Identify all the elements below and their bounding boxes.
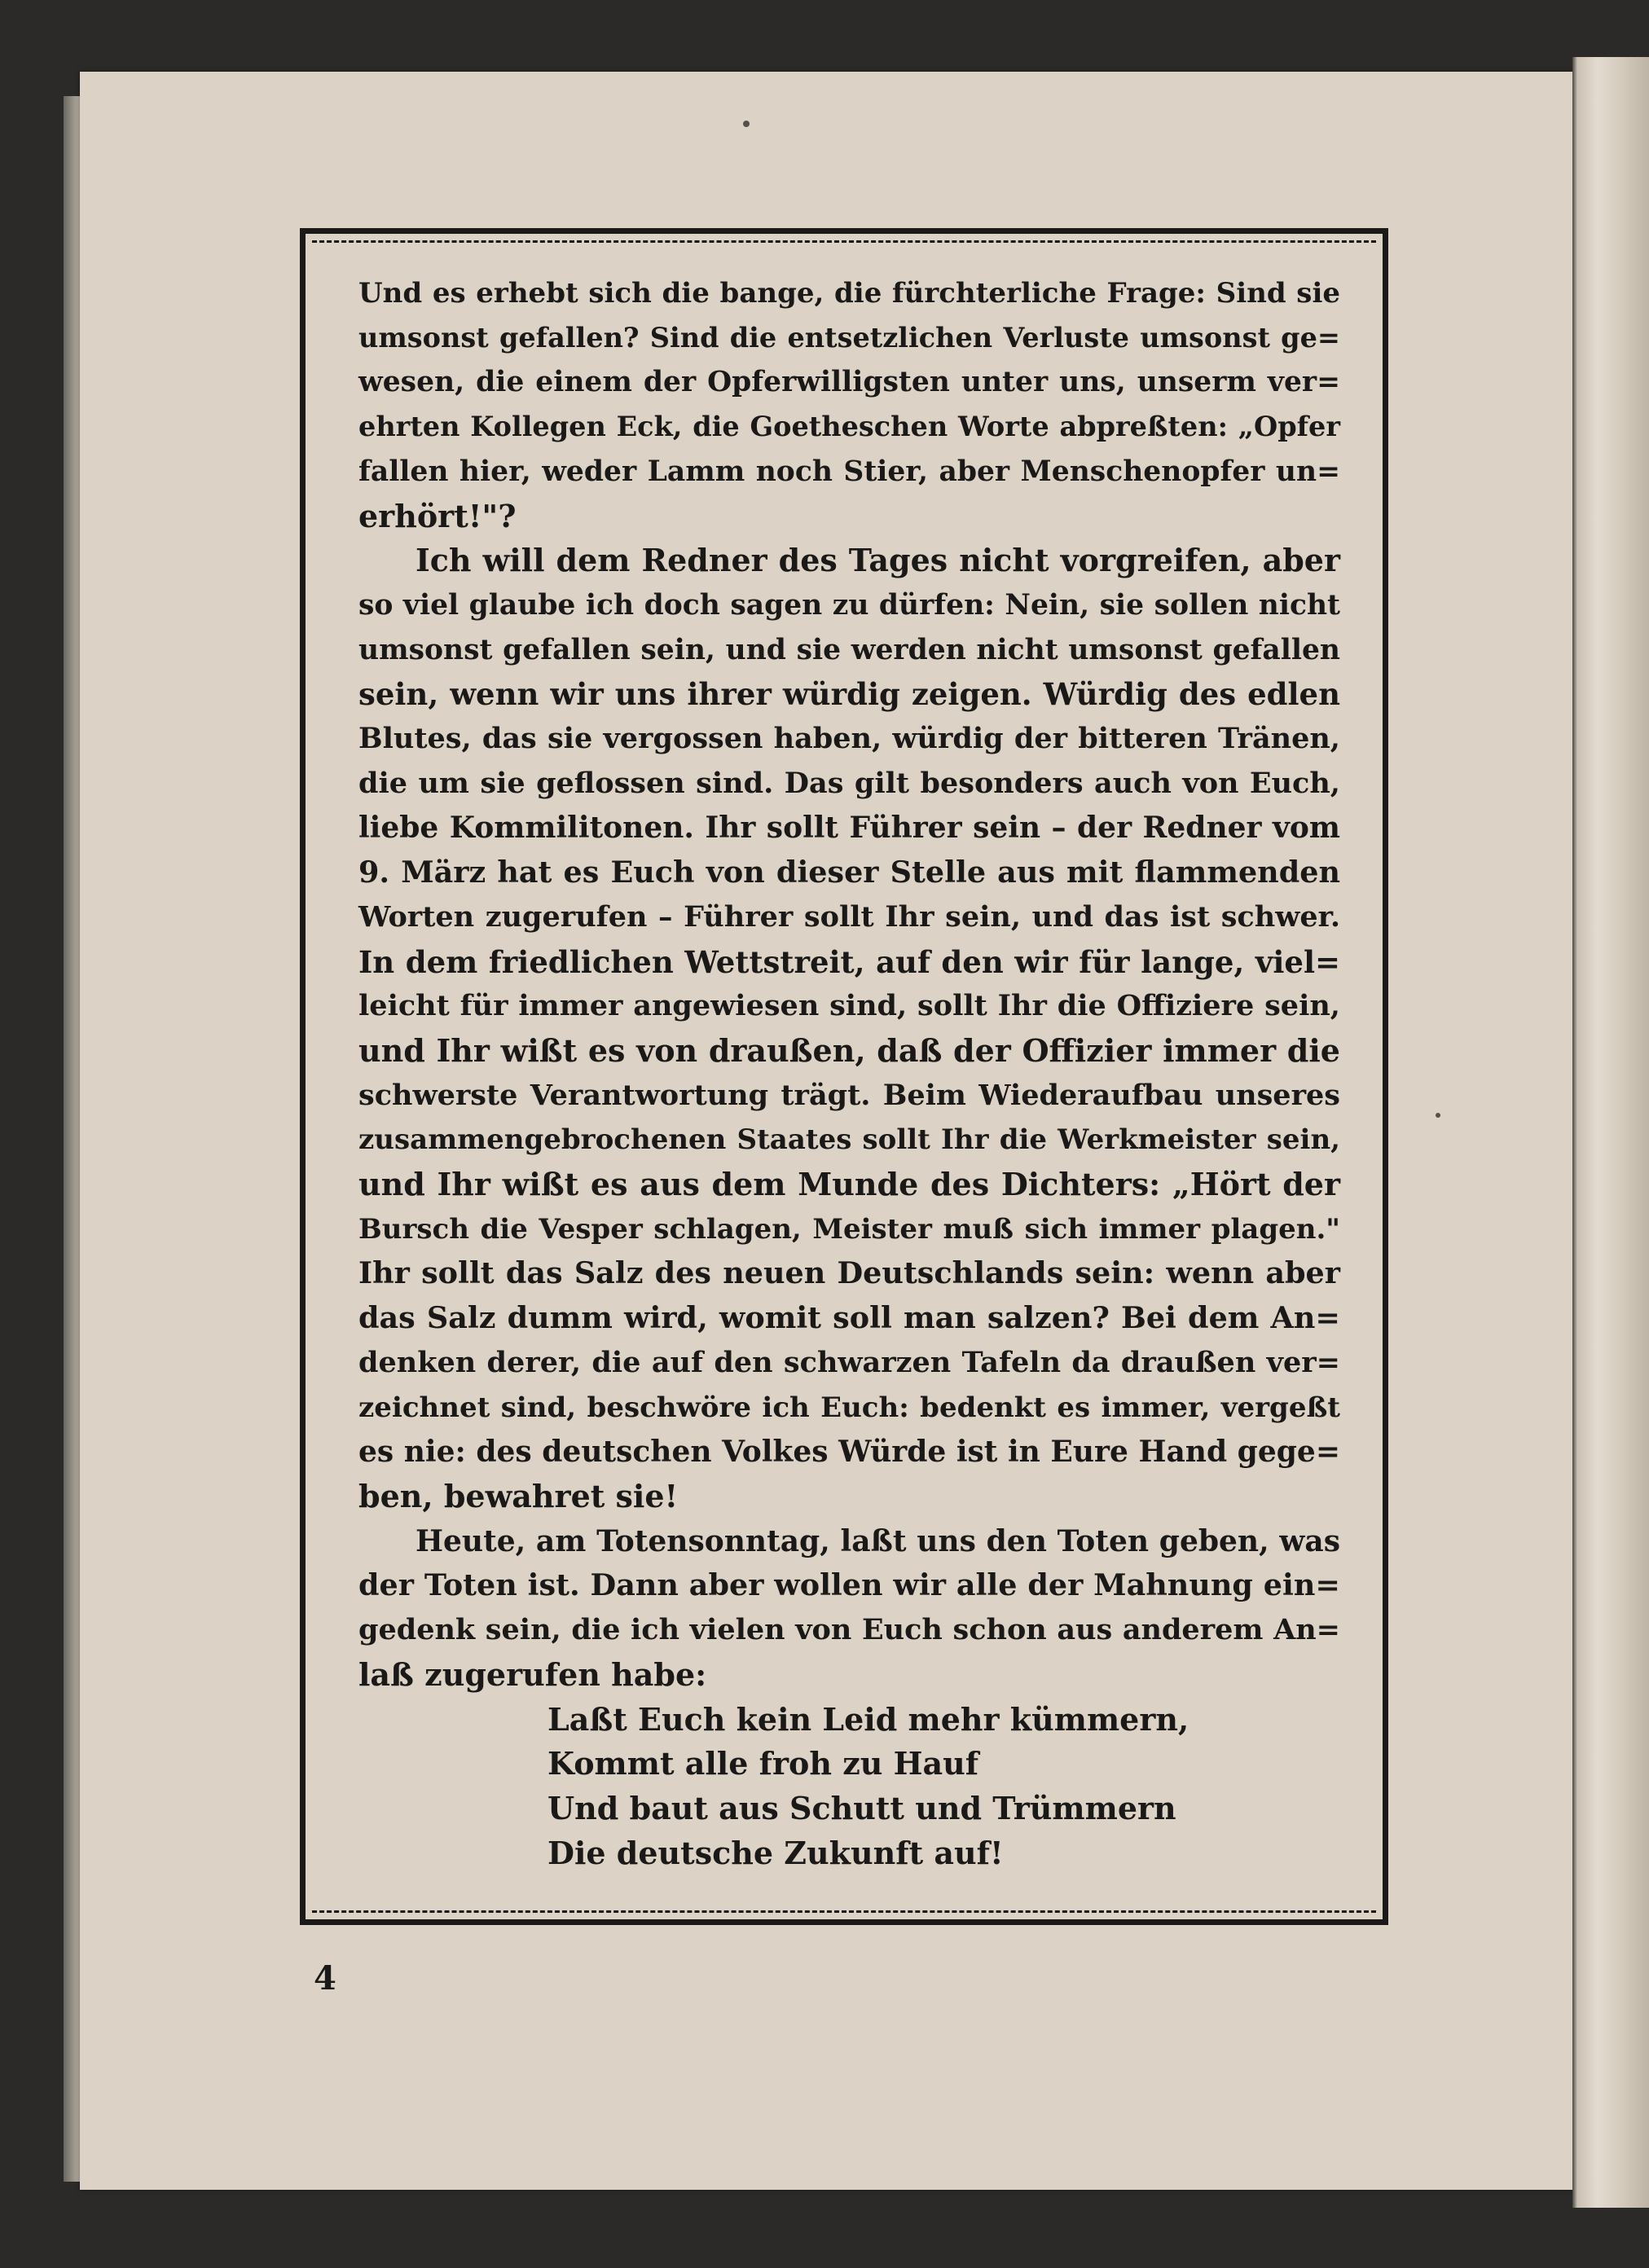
- text-line: der Toten ist. Dann aber wollen wir alle der Mahnung ein=: [358, 1567, 1340, 1603]
- text-line: das Salz dumm wird, womit soll man salzen? Bei dem An=: [358, 1300, 1340, 1336]
- verse-line: Laßt Euch kein Leid mehr kümmern,: [547, 1700, 1189, 1738]
- text-line: denken derer, die auf den schwarzen Tafeln da draußen ver=: [358, 1345, 1340, 1379]
- verse-line: Und baut aus Schutt und Trümmern: [547, 1789, 1176, 1826]
- paper-speck: [1436, 1113, 1440, 1118]
- verse-line: Kommt alle froh zu Hauf: [547, 1745, 979, 1782]
- text-line: es nie: des deutschen Volkes Würde ist in Eure Hand gege=: [358, 1435, 1340, 1470]
- text-line: sein, wenn wir uns ihrer würdig zeigen. Würdig des edlen: [358, 676, 1340, 713]
- text-line: 9. März hat es Euch von dieser Stelle aus mit flammenden: [358, 855, 1340, 890]
- text-line: Ihr sollt das Salz des neuen Deutschlands sein: wenn aber: [358, 1255, 1340, 1291]
- text-line: Bursch die Vesper schlagen, Meister muß sich immer plagen.": [358, 1212, 1340, 1246]
- text-line: Heute, am Totensonntag, laßt uns den Toten geben, was: [416, 1523, 1340, 1558]
- text-line: umsonst gefallen? Sind die entsetzlichen Verluste umsonst ge=: [358, 321, 1340, 354]
- verse-line: Die deutsche Zukunft auf!: [547, 1834, 1004, 1871]
- body-text: [358, 271, 1340, 1875]
- text-line: Worten zugerufen – Führer sollt Ihr sein, und das ist schwer.: [358, 899, 1340, 934]
- text-line: ben, bewahret sie!: [358, 1477, 679, 1514]
- page-number: 4: [314, 1959, 336, 1998]
- text-line: laß zugerufen habe:: [358, 1655, 707, 1693]
- text-line: und Ihr wißt es aus dem Munde des Dichters: „Hört der: [358, 1166, 1340, 1203]
- text-line: Ich will dem Redner des Tages nicht vorgreifen, aber: [416, 542, 1340, 579]
- text-line: In dem friedlichen Wettstreit, auf den wir für lange, viel=: [358, 943, 1340, 980]
- book-left-edge: [64, 96, 80, 2182]
- text-line: fallen hier, weder Lamm noch Stier, aber Menschenopfer un=: [358, 455, 1340, 488]
- text-line: wesen, die einem der Opferwilligsten unter uns, unserm ver=: [358, 366, 1340, 399]
- text-line: erhört!"?: [358, 497, 517, 534]
- text-line: zusammengebrochenen Staates sollt Ihr die Werkmeister sein,: [358, 1123, 1340, 1157]
- text-line: so viel glaube ich doch sagen zu dürfen: Nein, sie sollen nicht: [358, 588, 1340, 622]
- text-line: die um sie geflossen sind. Das gilt besonders auch von Euch,: [358, 766, 1340, 800]
- text-line: umsonst gefallen sein, und sie werden nicht umsonst gefallen: [358, 633, 1340, 666]
- text-line: leicht für immer angewiesen sind, sollt Ihr die Offiziere sein,: [358, 989, 1340, 1023]
- text-line: Und es erhebt sich die bange, die fürchterliche Frage: Sind sie: [358, 277, 1340, 310]
- book-right-page-edge: [1572, 57, 1649, 2208]
- text-line: liebe Kommilitonen. Ihr sollt Führer sein – der Redner vom: [358, 811, 1340, 846]
- text-line: schwerste Verantwortung trägt. Beim Wiederaufbau unseres: [358, 1078, 1340, 1112]
- text-line: zeichnet sind, beschwöre ich Euch: bedenkt es immer, vergeßt: [358, 1391, 1340, 1424]
- text-line: gedenk sein, die ich vielen von Euch schon aus anderem An=: [358, 1613, 1340, 1647]
- text-line: Blutes, das sie vergossen haben, würdig der bitteren Tränen,: [358, 722, 1340, 756]
- text-line: und Ihr wißt es von draußen, daß der Offizier immer die: [358, 1031, 1340, 1069]
- paper-speck: [743, 121, 750, 127]
- text-line: ehrten Kollegen Eck, die Goetheschen Worte abpreßten: „Opfer: [358, 411, 1340, 443]
